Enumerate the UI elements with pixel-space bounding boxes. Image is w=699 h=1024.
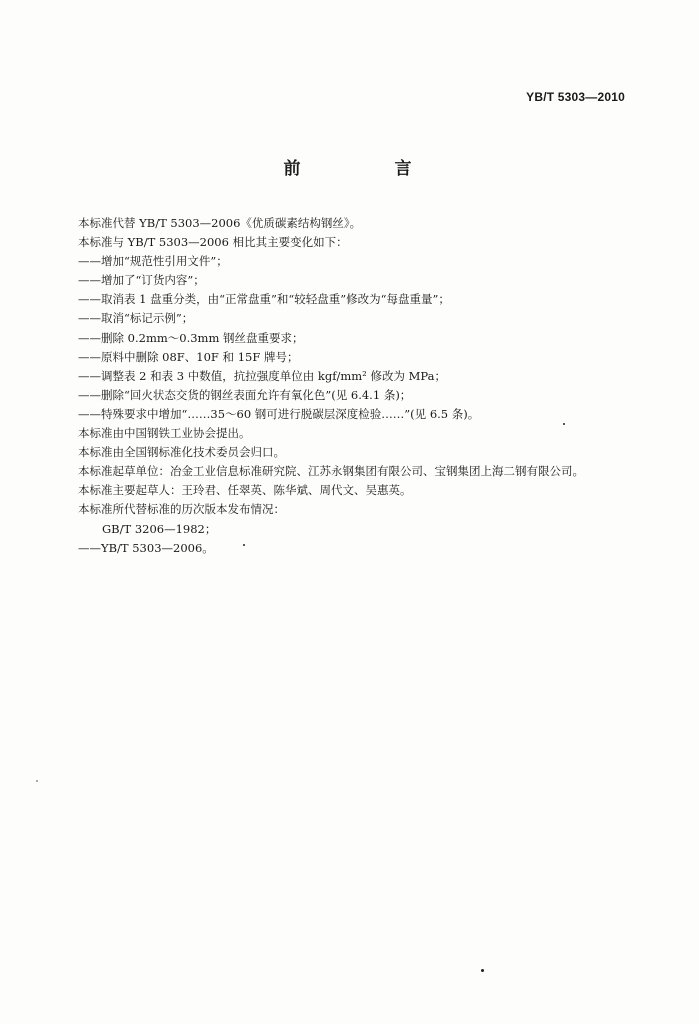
foreword-heading: 前 言 <box>283 159 456 179</box>
change-item: ——原料中删除 08F、10F 和 15F 牌号； <box>78 349 299 364</box>
change-item: ——删除 0.2mm～0.3mm 钢丝盘重要求； <box>78 330 304 345</box>
paragraph-centralized-by: 本标准由全国钢标准化技术委员会归口。 <box>78 445 285 460</box>
scan-speck <box>481 969 484 972</box>
paragraph-changes-intro: 本标准与 YB/T 5303—2006 相比其主要变化如下： <box>78 235 348 250</box>
change-item: ——增加了“订货内容”； <box>78 273 205 288</box>
paragraph-drafters: 本标准主要起草人：王玲君、任翠英、陈华斌、周代文、吴惠英。 <box>78 483 412 498</box>
change-item: ——特殊要求中增加“……35～60 钢可进行脱碳层深度检验……”(见 6.5 条)。 <box>78 406 480 421</box>
paragraph-drafting-units: 本标准起草单位：冶金工业信息标准研究院、江苏永钢集团有限公司、宝钢集团上海二钢有限公司。 <box>78 464 584 479</box>
paragraph-history-intro: 本标准所代替标准的历次版本发布情况： <box>78 502 285 517</box>
paragraph-proposed-by: 本标准由中国钢铁工业协会提出。 <box>78 426 251 441</box>
scan-speck <box>243 544 245 546</box>
change-item: ——删除“回火状态交货的钢丝表面允许有氧化色”(见 6.4.1 条)； <box>78 387 412 402</box>
history-item: ——YB/T 5303—2006。 <box>78 540 214 555</box>
change-item: ——取消表 1 盘重分类，由“正常盘重”和“较轻盘重”修改为“每盘重量”； <box>78 292 450 307</box>
change-item: ——调整表 2 和表 3 中数值，抗拉强度单位由 kgf/mm² 修改为 MPa； <box>78 368 446 383</box>
paragraph-replaces: 本标准代替 YB/T 5303—2006《优质碳素结构钢丝》。 <box>78 216 362 230</box>
scan-speck <box>563 423 565 425</box>
standard-number: YB/T 5303—2010 <box>526 90 625 104</box>
scan-speck <box>36 780 38 782</box>
change-item: ——增加“规范性引用文件”； <box>78 254 228 269</box>
history-item: GB/T 3206—1982； <box>102 521 217 536</box>
foreword-body <box>78 214 638 558</box>
change-item: ——取消“标记示例”； <box>78 311 194 326</box>
